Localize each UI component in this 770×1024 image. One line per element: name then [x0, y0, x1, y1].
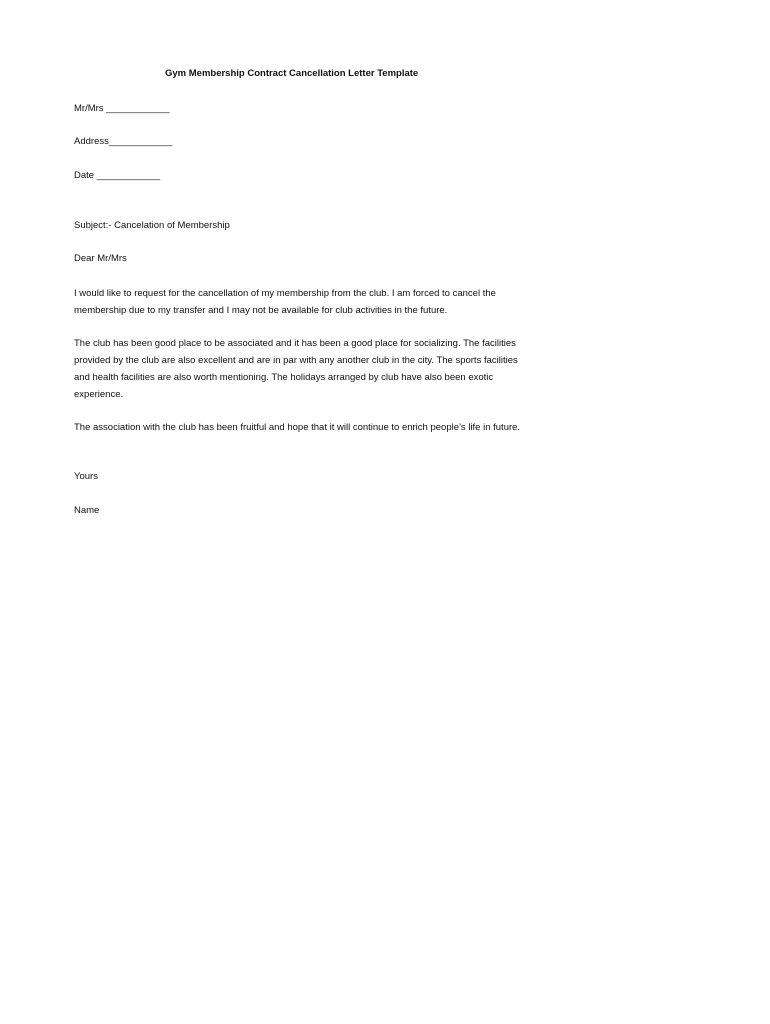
date-line: Date ____________	[74, 170, 161, 181]
letter-title: Gym Membership Contract Cancellation Letter Template	[165, 68, 419, 79]
salutation: Dear Mr/Mrs	[74, 253, 127, 264]
paragraph-3: The association with the club has been fruitful and hope that it will continue to enrich people’s life in future.	[74, 422, 521, 433]
closing: Yours	[74, 471, 98, 482]
subject-line: Subject:- Cancelation of Membership	[74, 220, 230, 231]
paragraph-2: The club has been good place to be associated and it has been a good place for socializing. The facilities provided by the club are also excellent and are in par with any another club in the city. The sports facilities and health facilities are also worth mentioning. The holidays arranged by club have also been exotic experience.	[74, 338, 518, 400]
paragraph-1: I would like to request for the cancellation of my membership from the club. I am forced to cancel the membership due to my transfer and I may not be available for club activities in the future.	[74, 288, 496, 316]
address-line: Address____________	[74, 136, 173, 147]
signature-name: Name	[74, 505, 100, 516]
recipient-line: Mr/Mrs ____________	[74, 103, 170, 114]
